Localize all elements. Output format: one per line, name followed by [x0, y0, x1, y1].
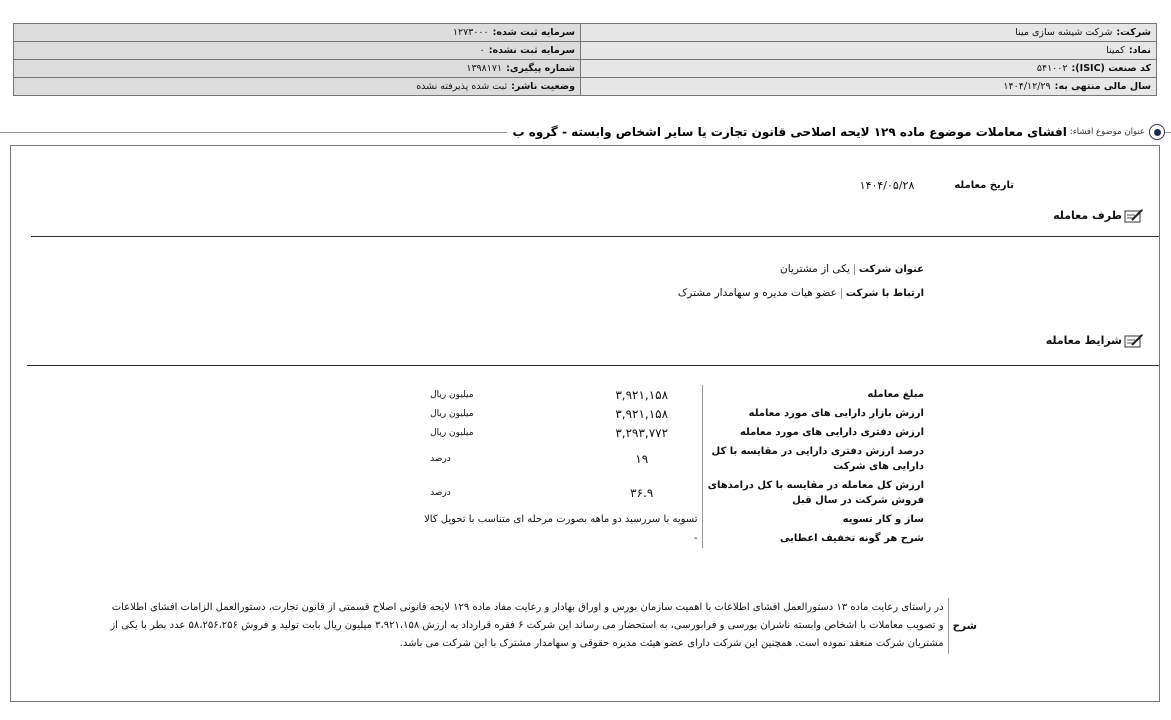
description-label: شرح	[948, 598, 977, 654]
transaction-date-label: تاریخ معامله	[954, 180, 1014, 191]
conditions-section-title: شرایط معامله	[1045, 334, 1122, 347]
relation-row	[678, 287, 924, 299]
transaction-date-value: ۱۴۰۴/۰۵/۲۸	[859, 179, 915, 192]
info-row	[14, 78, 1157, 96]
registered-capital-cell	[14, 24, 581, 42]
company-title-label: عنوان شرکت	[854, 264, 924, 275]
symbol-value: کمینا	[1106, 45, 1125, 56]
counterparty-section-header	[1053, 208, 1144, 223]
info-row	[14, 24, 1157, 42]
conditions-table	[424, 385, 924, 548]
unregistered-capital-cell	[14, 42, 581, 60]
counterparty-section-title: طرف معامله	[1053, 209, 1122, 222]
condition-label: درصد ارزش دفتری دارایی در مقایسه با کل دارایی های شرکت	[702, 442, 924, 476]
description-line: در راستای رعایت ماده ۱۳ دستورالعمل افشای اطلاعات با اهمیت سازمان بورس و اوراق بهادار و رعایت مفاد ماده ۱۲۹ لایحه قانونی اصلاح قسمتی از قانون تجارت، دستورالعمل الزامات افشای اطلاعات	[111, 602, 944, 613]
company-info-table	[13, 23, 1157, 96]
discount-value: -	[693, 533, 698, 544]
condition-unit: میلیون ریال	[430, 427, 474, 438]
settlement-value: تسویه با سررسید دو ماهه بصورت مرحله ای متناسب با تحویل کالا	[424, 514, 698, 525]
isic-label: کد صنعت (ISIC):	[1071, 63, 1151, 74]
registered-capital-label: سرمایه ثبت شده:	[492, 27, 575, 38]
condition-value: ۳۶.۹	[630, 486, 654, 500]
isic-cell	[581, 60, 1157, 78]
company-title-value: یکی از مشتریان	[779, 263, 850, 275]
radio-bullet-icon	[1149, 124, 1165, 140]
counterparty-separator	[31, 236, 1159, 237]
conditions-section-header	[1046, 333, 1144, 348]
company-title-row	[780, 263, 924, 275]
subject-title: افشای معاملات موضوع ماده ۱۲۹ لایحه اصلاحی قانون تجارت یا سایر اشخاص وابسته - گروه ب	[512, 125, 1067, 139]
settlement-row	[424, 510, 924, 529]
subject-bar	[0, 123, 1171, 141]
description-line: و تصویب معاملات با اشخاص وابسته ناشران بورسی و فرابورسی، به استحضار می رساند این شرکت ۶ فقره قرارداد به ارزش ۳،۹۲۱،۱۵۸ میلیون ریال بابت تولید و فروش ۵۸،۲۵۶،۲۵۶ عدد بطر با یکی از	[110, 620, 944, 631]
condition-unit: درصد	[430, 454, 451, 464]
description-row	[74, 598, 977, 654]
relation-value: عضو هیات مدیره و سهامدار مشترک	[677, 287, 837, 299]
subject-content	[507, 124, 1165, 140]
condition-unit: میلیون ریال	[430, 389, 474, 400]
settlement-label: ساز و کار تسویه	[702, 510, 924, 529]
fiscal-year-label: سال مالی منتهی به:	[1054, 81, 1151, 92]
unregistered-capital-value: ۰	[479, 45, 485, 56]
fiscal-year-value: ۱۴۰۴/۱۲/۲۹	[1003, 81, 1051, 92]
publisher-status-label: وضعیت ناشر:	[511, 81, 575, 92]
description-line: مشتریان شرکت منعقد نموده است. همچنین این شرکت دارای عضو هیئت مدیره حقوقی و سهامدار مشترک با این شرکت می باشد.	[399, 638, 944, 649]
relation-label: ارتباط با شرکت	[841, 288, 924, 299]
symbol-cell	[581, 42, 1157, 60]
condition-unit: درصد	[430, 488, 451, 498]
condition-row	[424, 404, 924, 423]
discount-row	[424, 529, 924, 548]
info-row	[14, 42, 1157, 60]
publisher-status-value: ثبت شده پذیرفته نشده	[416, 81, 508, 92]
condition-row	[424, 385, 924, 404]
condition-label: ارزش کل معامله در مقایسه با کل درامدهای فروش شرکت در سال قبل	[702, 476, 924, 510]
tracking-label: شماره پیگیری:	[506, 63, 575, 74]
info-row	[14, 60, 1157, 78]
discount-label: شرح هر گونه تخفیف اعطایی	[702, 529, 924, 548]
conditions-separator	[27, 365, 1159, 366]
condition-label: مبلغ معامله	[702, 385, 924, 404]
condition-value: ۱۹	[635, 452, 649, 466]
description-text	[74, 599, 944, 653]
condition-label: ارزش بازار دارایی های مورد معامله	[702, 404, 924, 423]
subject-label: عنوان موضوع افشاء:	[1069, 127, 1145, 137]
isic-value: ۵۴۱۰۰۲	[1036, 63, 1068, 74]
company-label: شرکت:	[1116, 27, 1151, 38]
condition-row	[424, 442, 924, 476]
condition-value: ۳,۹۲۱,۱۵۸	[615, 406, 669, 421]
company-value: شرکت شیشه سازی مینا	[1015, 27, 1113, 38]
fiscal-year-cell	[581, 78, 1157, 96]
condition-label: ارزش دفتری دارایی های مورد معامله	[702, 423, 924, 442]
condition-row	[424, 423, 924, 442]
tracking-cell	[14, 60, 581, 78]
condition-value: ۳,۹۲۱,۱۵۸	[615, 387, 669, 402]
condition-value: ۳,۲۹۳,۷۷۲	[615, 425, 669, 440]
symbol-label: نماد:	[1128, 45, 1151, 56]
transaction-date-row	[860, 179, 1014, 192]
company-cell	[581, 24, 1157, 42]
unregistered-capital-label: سرمایه ثبت نشده:	[488, 45, 575, 56]
condition-unit: میلیون ریال	[430, 408, 474, 419]
edit-note-icon	[1124, 208, 1144, 223]
condition-row	[424, 476, 924, 510]
disclosure-box	[10, 145, 1160, 702]
edit-note-icon	[1124, 333, 1144, 348]
registered-capital-value: ۱۲۷۳۰۰۰	[452, 27, 489, 38]
publisher-status-cell	[14, 78, 581, 96]
tracking-value: ۱۳۹۸۱۷۱	[466, 63, 503, 74]
